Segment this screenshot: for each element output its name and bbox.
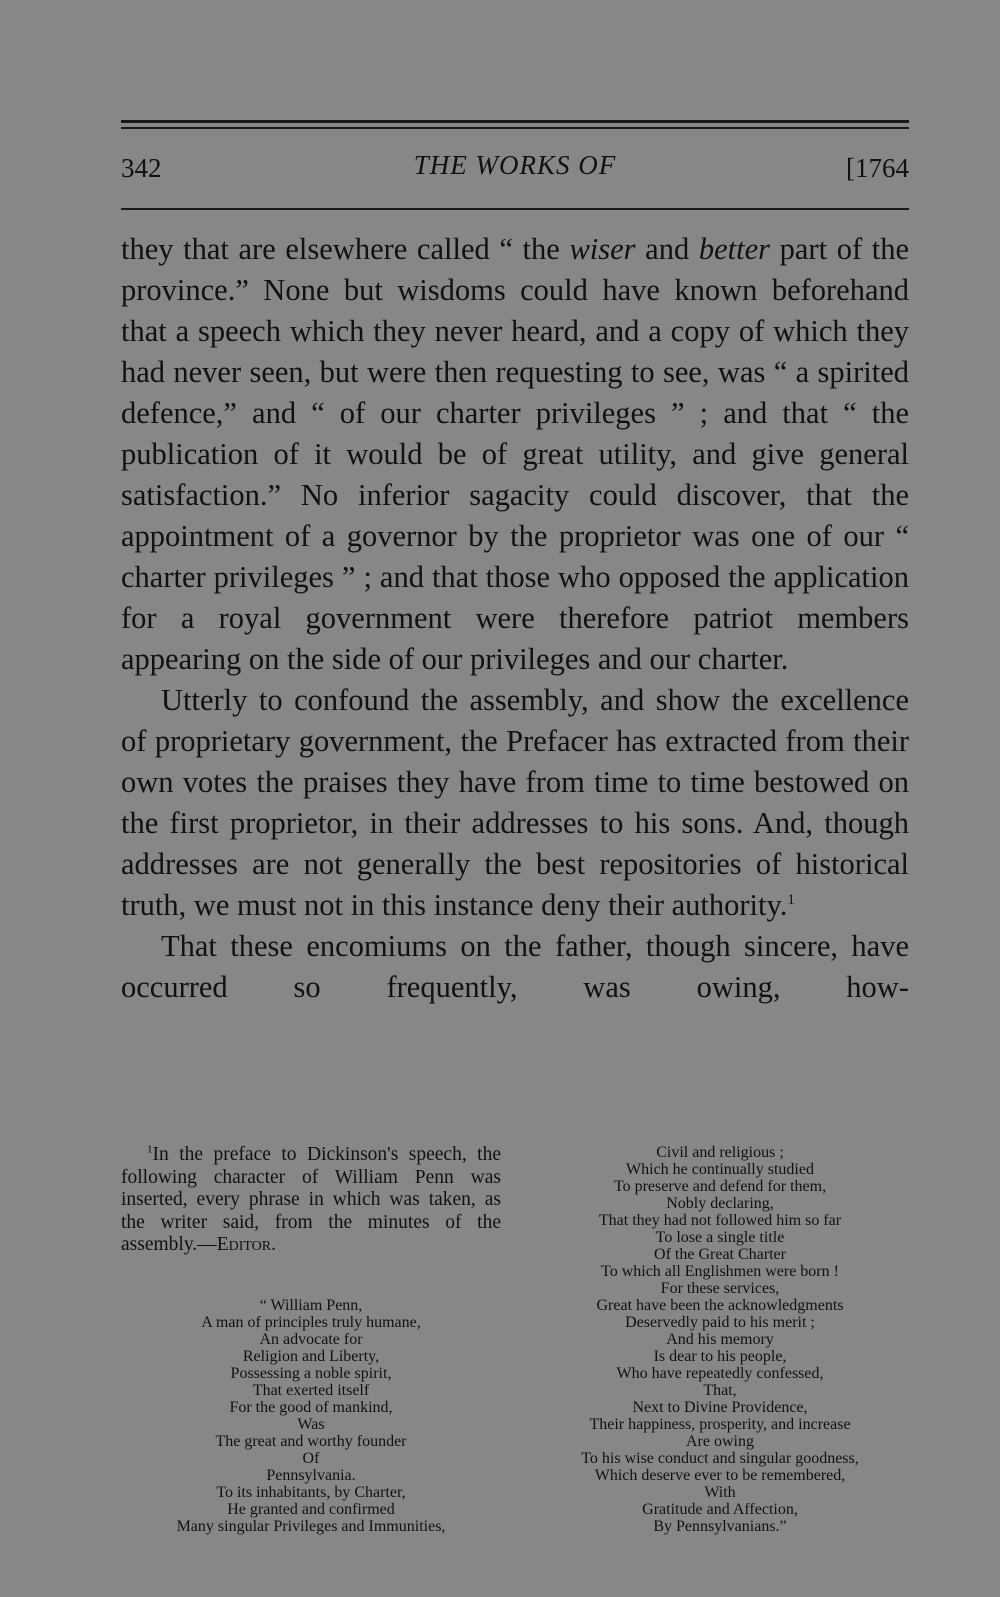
inscription-line: Civil and religious ; [656, 1144, 784, 1161]
inscription-line: Many singular Privileges and Immunities, [176, 1518, 446, 1535]
inscription-line: With [704, 1484, 736, 1501]
inscription-line: To lose a single title [655, 1229, 785, 1246]
inscription-line: He granted and confirmed [227, 1501, 395, 1518]
footnote-text: In the preface to Dickinson's speech, the following character of William Penn was inserted, every phrase in which was taken, as the writer said, from the minutes of the assembly.— [121, 1144, 501, 1255]
footnote [121, 1144, 501, 1257]
header-rule [121, 208, 909, 210]
inscription-line: The great and worthy founder [215, 1433, 407, 1450]
emphasis-wiser: wiser [569, 232, 636, 266]
inscription-line: To its inhabitants, by Charter, [216, 1484, 406, 1501]
inscription-line: Of [302, 1450, 320, 1467]
inscription-line: Next to Divine Providence, [632, 1399, 808, 1416]
inscription-line: Nobly declaring, [666, 1195, 774, 1212]
inscription-line: To his wise conduct and singular goodness, [581, 1450, 859, 1467]
inscription-line: That, [703, 1382, 737, 1399]
paragraph-1: they that are elsewhere called “ the wiser and better part of the province.” None but wisdoms could have known beforehand that a speech which they never heard, and a copy of which they had never seen, but were then requesting to see, was “ a spirited defence,” and “ of our charter privileges ” ; and that “ the publication of it would be of great utility, and give general satisfaction.” No inferior sagacity could discover, that the appointment of a governor by the proprietor was one of our “ charter privileges ” ; and that those who opposed the application for a royal government were therefore patriot members appearing on the side of our privileges and our charter. [121, 232, 909, 676]
running-title: THE WORKS OF [413, 150, 617, 180]
inscription-right-column [531, 1144, 909, 1535]
inscription-line: An advocate for [259, 1331, 363, 1348]
inscription-line: For these services, [660, 1280, 780, 1297]
inscription-line: Gratitude and Affection, [642, 1501, 798, 1518]
footnote-marker: 1 [147, 1143, 153, 1156]
inscription-line: And his memory [666, 1331, 774, 1348]
footnote-reference: 1 [787, 891, 795, 908]
inscription-line: Is dear to his people, [653, 1348, 787, 1365]
footnote-editor: Editor. [216, 1234, 276, 1255]
inscription-line: Which deserve ever to be remembered, [594, 1467, 846, 1484]
body-text [121, 229, 909, 1008]
inscription-line: By Pennsylvanians.” [653, 1518, 787, 1535]
top-rule-thin [121, 127, 909, 129]
inscription-line: Was [297, 1416, 325, 1433]
inscription-line: That exerted itself [252, 1382, 370, 1399]
inscription-line: Religion and Liberty, [242, 1348, 380, 1365]
inscription-line: To which all Englishmen were born ! [601, 1263, 839, 1280]
running-year: [1764 [846, 153, 909, 183]
top-rule-thick [121, 120, 909, 123]
paragraph-2: Utterly to confound the assembly, and show the excellence of proprietary government, the Prefacer has extracted from their own votes the praises they have from time to time bestowed on the first proprietor, in their addresses to his sons. And, though addresses are not generally the best repositories of historical truth, we must not in this instance deny their authority.$^1$ [121, 683, 909, 922]
inscription-line: That they had not followed him so far [598, 1212, 842, 1229]
inscription-line: “ William Penn, [259, 1297, 363, 1314]
emphasis-better: better [698, 232, 771, 266]
running-head [121, 150, 909, 190]
inscription-line: A man of principles truly humane, [201, 1314, 421, 1331]
page-number: 342 [121, 153, 162, 183]
inscription-line: Possessing a noble spirit, [230, 1365, 392, 1382]
inscription-line: Their happiness, prosperity, and increase [589, 1416, 851, 1433]
inscription-left-column [121, 1297, 501, 1535]
inscription-line: Of the Great Charter [654, 1246, 786, 1263]
inscription-line: Deservedly paid to his merit ; [625, 1314, 815, 1331]
inscription-line: For the good of mankind, [229, 1399, 393, 1416]
inscription-line: Great have been the acknowledgments [596, 1297, 844, 1314]
inscription-line: Pennsylvania. [266, 1467, 356, 1484]
inscription-line: To preserve and defend for them, [613, 1178, 827, 1195]
inscription-line: Who have repeatedly confessed, [616, 1365, 824, 1382]
inscription-line: Are owing [686, 1433, 754, 1450]
paragraph-3: That these encomiums on the father, though sincere, have occurred so frequently, was owing, how- [121, 929, 909, 1004]
inscription-line: Which he continually studied [626, 1161, 814, 1178]
